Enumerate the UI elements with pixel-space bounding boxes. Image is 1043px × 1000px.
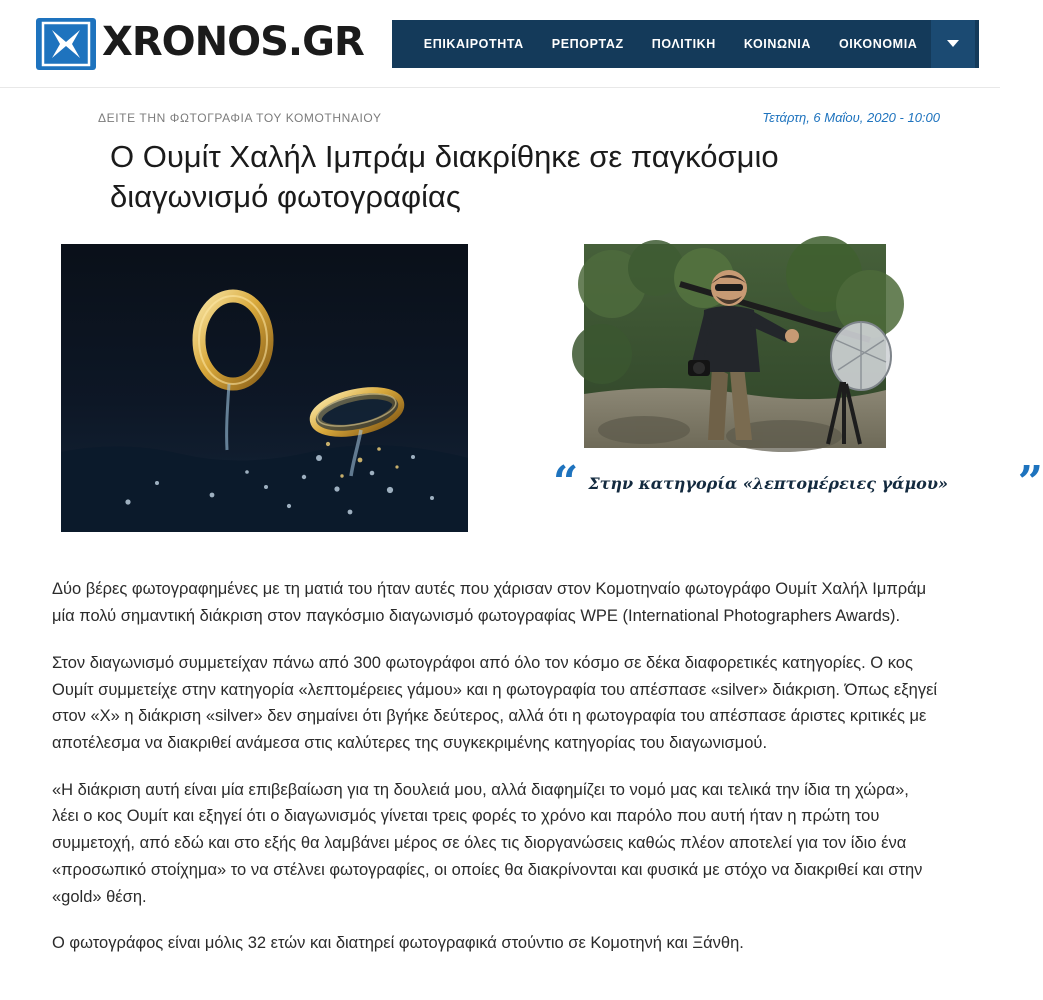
nav-item-reportaz[interactable]: ΡΕΠΟΡΤΑΖ — [551, 36, 624, 51]
article-meta-row — [98, 110, 940, 125]
article-main-image — [61, 244, 468, 532]
nav-item-koinonia[interactable]: ΚΟΙΝΩΝΙΑ — [743, 36, 811, 51]
quote-close-icon: ” — [1017, 457, 1043, 509]
nav-item-oikonomia[interactable]: ΟΙΚΟΝΟΜΙΑ — [838, 36, 918, 51]
article-paragraph: «Η διάκριση αυτή είναι μία επιβεβαίωση για τη δουλειά μου, αλλά διαφημίζει το νομό μας και τελικά την ίδια τη χώρα», λέει ο κος Ουμίτ και εξηγεί ότι ο διαγωνισμός γίνεται τρεις φορές το χρόνο και παρόλο που αυτή ήταν η πρώτη του συμμετοχή, από εδώ και στο εξής θα λαμβάνει μέρος σε όλες τις διοργανώσεις καθώς πλέον αποτελεί για τον ίδιο ένα «προσωπικό στοίχημα» το να στέλνει φωτογραφίες, οι οποίες θα διακρίνονται και φυσικά με στόχο να διακριθεί και στην «gold» θέση. — [52, 780, 923, 906]
chevron-down-icon[interactable] — [931, 20, 975, 68]
article-paragraph: Ο φωτογράφος είναι μόλις 32 ετών και διατηρεί φωτογραφικά στούντιο σε Κομοτηνή και Ξάνθη. — [52, 934, 744, 953]
site-logo[interactable] — [36, 18, 364, 70]
article-header — [0, 88, 1043, 540]
main-navigation — [392, 20, 980, 68]
article-paragraph: Στον διαγωνισμό συμμετείχαν πάνω από 300 φωτογράφοι από όλο τον κόσμο σε δέκα διαφορετικές κατηγορίες. Ο κος Ουμίτ συμμετείχε στην κατηγορία «λεπτομέρειες γάμου» και η φωτογραφία του απέσπασε «silver» διάκριση. Όπως εξηγεί στον «Χ» η διάκριση «silver» δεν σημαίνει ότι βγήκε δεύτερος, αλλά ότι η φωτογραφία του απέσπασε άριστες κριτικές με αποτέλεσμα να διακριθεί ανάμεσα στις καλύτερες της συγκεκριμένης κατηγορίας του διαγωνισμού. — [52, 653, 938, 752]
pull-quote-text: Στην κατηγορία «λεπτομέρειες γάμου» — [588, 474, 948, 494]
site-header — [0, 0, 1000, 88]
article-side-image — [584, 244, 886, 448]
nav-item-epikairotita[interactable]: ΕΠΙΚΑΙΡΟΤΗΤΑ — [423, 36, 524, 51]
article-kicker: ΔΕΙΤΕ ΤΗΝ ΦΩΤΟΓΡΑΦΙΑ ΤΟΥ ΚΟΜΟΤΗΝΑΙΟΥ — [98, 111, 382, 125]
article-paragraph: Δύο βέρες φωτογραφημένες με τη ματιά του ήταν αυτές που χάρισαν στον Κομοτηναίο φωτογράφο Ουμίτ Χαλήλ Ιμπράμ μία πολύ σημαντική διάκριση στον παγκόσμιο διαγωνισμό φωτογραφίας WPE (International Photographers Awards). — [52, 580, 927, 626]
nav-item-politiki[interactable]: ΠΟΛΙΤΙΚΗ — [651, 36, 716, 51]
page-title: Ο Ουμίτ Χαλήλ Ιμπράμ διακρίθηκε σε παγκόσμιο διαγωνισμό φωτογραφίας — [110, 139, 779, 214]
quote-open-icon: “ — [553, 457, 579, 509]
article-media — [98, 240, 1043, 540]
article-body — [0, 576, 1000, 957]
article-publish-date: Τετάρτη, 6 Μαΐου, 2020 - 10:00 — [762, 110, 940, 125]
x-logo-icon — [36, 18, 96, 70]
pull-quote — [553, 457, 1043, 509]
site-logo-text: XRONOS.GR — [102, 19, 364, 65]
